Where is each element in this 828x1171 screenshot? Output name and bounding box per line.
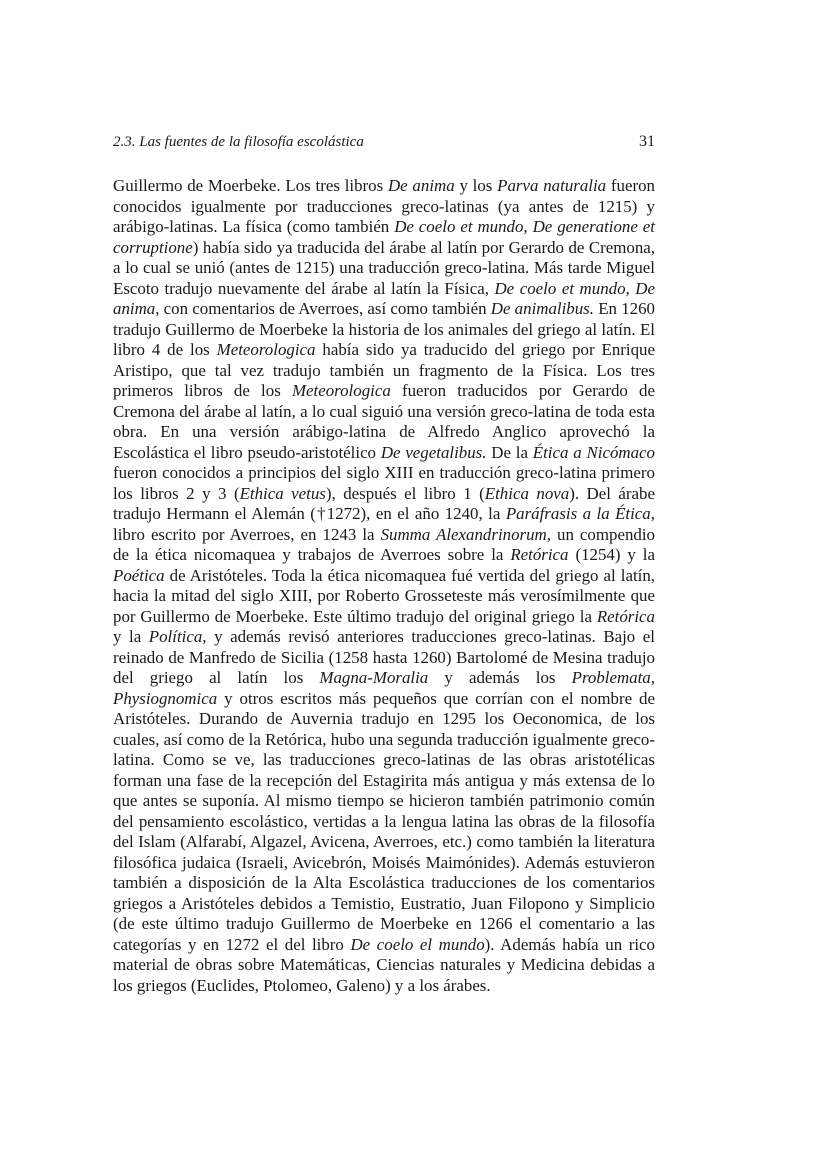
italic-title-run: De animalibus. [490, 299, 594, 318]
italic-title-run: Retórica [596, 606, 655, 626]
text-run: y otros escritos más pequeños que corrían con el nombre de Aristóteles. Durando de Auvernia tradujo en 1295 los Oeconomica, de los cuales, así como de la Retórica, hubo una segunda traducción igualmente greco-latina. Como se ve, las traducciones greco-latinas de las obras aristotélicas forman una fase de la recepción del Estagirita más antigua y más extensa de lo que antes se suponía. Al mismo tiempo se hicieron también patrimonio común del pensamiento escolástico, vertidas a la lengua latina las obras de la filosofía del Islam (Alfarabí, Algazel, Avicena, Averroes, etc.) como también la literatura filosófica judaica (Israeli, Avicebrón, Moisés Maimónides). Además estuvieron también a disposición de la Alta Escolástica traducciones de los comentarios griegos a Aristóteles debidos a Temistio, Eustratio, Juan Filopono y Simplicio (de este último tradujo Guillermo de Moerbeke en 1266 el comentario a las categorías y en 1272 el del libro [113, 688, 655, 954]
text-run: fueron conocidos a principios del siglo XIII en traducción greco-latina primero los libros 2 y 3 ( [113, 463, 655, 503]
text-run: ). Del árabe tradujo Hermann el Alemán (†1272), en el año 1240, la [113, 483, 655, 523]
text-run: de Aristóteles. Toda la ética nicomaquea fué vertida del griego al latín, hacia la mitad del siglo XIII, por Roberto Grosseteste más verosímilmente que por Guillermo de Moerbeke. Este último tradujo del original griego la [113, 565, 655, 626]
text-run: En 1260 tradujo Guillermo de Moerbeke la historia de los animales del griego al latín. El libro 4 de los [113, 299, 655, 359]
text-run: fueron conocidos igualmente por traducciones greco-latinas (ya antes de 1215) y arábigo-latinas. La física (como también [113, 176, 655, 236]
italic-title-run: Meteorologica [291, 381, 391, 400]
text-run: (1254) y la [568, 545, 655, 564]
italic-title-run: Magna-Moralia [319, 668, 429, 687]
text-run: y además los [428, 668, 572, 687]
running-header [113, 133, 655, 155]
text-run: había sido ya traducido del griego por Enrique Aristipo, que tal vez tradujo también un fragmento de la Física. Los tres primeros libros de los [113, 340, 656, 400]
italic-title-run: Physiognomica [113, 688, 218, 708]
italic-title-run: De coelo el mundo [350, 934, 485, 954]
italic-title-run: Poética [113, 565, 165, 585]
italic-title-run: De anima [387, 176, 455, 195]
italic-title-run: Parva naturalia [497, 176, 607, 195]
italic-title-run: Meteorologica [216, 340, 316, 359]
italic-title-run: Paráfrasis a la Ética [505, 504, 651, 523]
italic-title-run: Ética a Nicómaco [532, 442, 655, 462]
text-run: ), después el libro 1 ( [325, 483, 485, 503]
text-run: y la [113, 627, 149, 646]
text-run: ). Además había un rico material de obras sobre Matemáticas, Ciencias naturales y Medicina debidas a los griegos (Euclides, Ptolomeo, Galeno) y a los árabes. [113, 934, 656, 995]
text-run: , con comentarios de Averroes, así como también [155, 299, 491, 318]
text-run: y los [454, 176, 498, 195]
text-run: De la [486, 442, 533, 462]
italic-title-run: Summa Alexandrinorum [380, 524, 547, 544]
text-run: Guillermo de Moerbeke. Los tres libros [113, 176, 388, 195]
italic-title-run: De coelo et mundo, De generatione et corruptione [113, 217, 655, 257]
text-run: , un compendio de la ética nicomaquea y trabajos de Averroes sobre la [113, 524, 655, 564]
section-title: 2.3. Las fuentes de la filosofía escolástica [113, 134, 364, 150]
italic-title-run: De coelo et mundo, De anima [113, 278, 655, 318]
italic-title-run: Retórica [510, 545, 569, 564]
text-run: , libro escrito por Averroes, en 1243 la [113, 504, 655, 544]
italic-title-run: Ethica nova [484, 483, 570, 503]
italic-title-run: Política [148, 627, 203, 646]
text-run: , [650, 668, 655, 687]
text-run: fueron traducidos por Gerardo de Cremona del árabe al latín, a lo cual siguió una versión greco-latina de toda esta obra. En una versión arábigo-latina de Alfredo Anglico aprovechó la Escolástica el libro pseudo-aristotélico [113, 381, 656, 462]
italic-title-run: Ethica vetus [239, 483, 326, 503]
italic-title-run: Problemata [571, 668, 651, 687]
italic-title-run: De vegetalibus. [380, 442, 487, 462]
text-run: , y además revisó anteriores traducciones greco-latinas. Bajo el reinado de Manfredo de Sicilia (1258 hasta 1260) Bartolomé de Mesina tradujo del griego al latín los [113, 627, 655, 687]
body-paragraph [113, 176, 655, 996]
page-number: 31 [639, 133, 655, 150]
text-run: ) había sido ya traducida del árabe al latín por Gerardo de Cremona, a lo cual se unió (antes de 1215) una traducción greco-latina. Más tarde Miguel Escoto tradujo nuevamente del árabe al latín la Física, [113, 237, 655, 298]
